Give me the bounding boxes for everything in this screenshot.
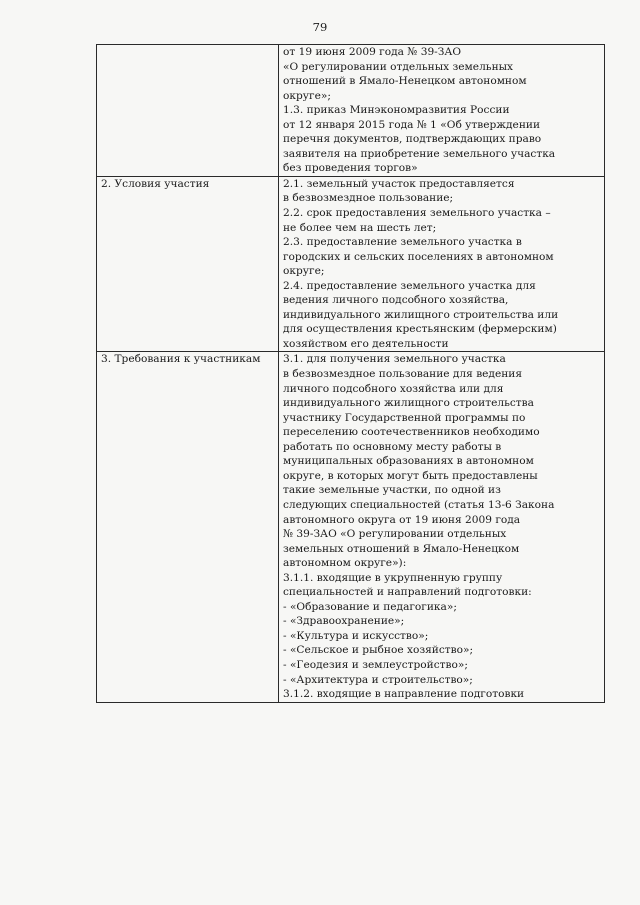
text-line: 3.1. для получения земельного участка [283,353,506,366]
row-label-cell: 2. Условия участия [97,176,279,352]
text-line: от 19 июня 2009 года № 39-ЗАО [283,46,462,58]
table-row [97,45,605,177]
text-line: 2.3. предоставление земельного участка в [283,236,522,249]
row-content-cell [279,352,605,702]
text-line: муниципальных образованиях в автономном [283,455,534,468]
text-line: - «Сельское и рыбное хозяйство»; [283,644,474,657]
text-line: от 12 января 2015 года № 1 «Об утверждении [283,118,541,131]
text-line: № 39-ЗАО «О регулировании отдельных [283,528,507,541]
requirements-table [96,44,605,703]
text-line: «О регулировании отдельных земельных [283,60,514,73]
text-line: заявителя на приобретение земельного участка [283,147,556,160]
text-line: участнику Государственной программы по [283,411,526,424]
text-line: округе»; [283,89,331,102]
text-line: 2.4. предоставление земельного участка для [283,279,536,292]
text-line: без проведения торгов» [283,162,418,175]
text-line: округе, в которых могут быть предоставлены [283,469,538,482]
text-line: отношений в Ямало-Ненецком автономном [283,75,527,88]
text-line: для осуществления крестьянским (фермерским) [283,323,557,336]
row-content-cell [279,45,605,177]
text-line: - «Архитектура и строительство»; [283,673,473,686]
text-line: - «Здравоохранение»; [283,615,405,628]
text-line: - «Образование и педагогика»; [283,600,457,613]
text-line: перечня документов, подтверждающих право [283,133,542,146]
text-line: индивидуального жилищного строительства или [283,308,559,321]
text-line: в безвозмездное пользование для ведения [283,368,523,381]
row-label-cell: 3. Требования к участникам [97,352,279,702]
text-line: автономном округе»): [283,557,407,570]
text-line: земельных отношений в Ямало-Ненецком [283,542,520,555]
text-line: такие земельные участки, по одной из [283,484,501,497]
text-line: округе; [283,265,325,278]
row-label-cell [97,45,279,177]
text-line: 1.3. приказ Минэкономразвития России [283,104,510,117]
text-line: специальностей и направлений подготовки: [283,586,532,599]
text-line: 2.1. земельный участок предоставляется [283,177,515,190]
text-line: индивидуального жилищного строительства [283,397,534,410]
text-line: автономного округа от 19 июня 2009 года [283,513,521,526]
text-line: хозяйством его деятельности [283,337,449,350]
text-line: 3.1.1. входящие в укрупненную группу [283,571,503,584]
text-line: не более чем на шесть лет; [283,221,437,234]
text-line: - «Культура и искусство»; [283,629,429,642]
text-line: переселению соотечественников необходимо [283,426,540,439]
table-row [97,176,605,352]
text-line: - «Геодезия и землеустройство»; [283,658,468,671]
row-content-cell [279,176,605,352]
table-row [97,352,605,702]
text-line: работать по основному месту работы в [283,440,502,453]
text-line: в безвозмездное пользование; [283,192,454,205]
text-line: ведения личного подсобного хозяйства, [283,294,509,307]
text-line: следующих специальностей (статья 13-6 Закона [283,498,555,511]
text-line: 3.1.2. входящие в направление подготовки [283,688,525,701]
text-line: городских и сельских поселениях в автономном [283,250,554,263]
text-line: 2.2. срок предоставления земельного участка – [283,207,551,220]
text-line: личного подсобного хозяйства или для [283,382,504,395]
page-number: 79 [312,20,328,34]
